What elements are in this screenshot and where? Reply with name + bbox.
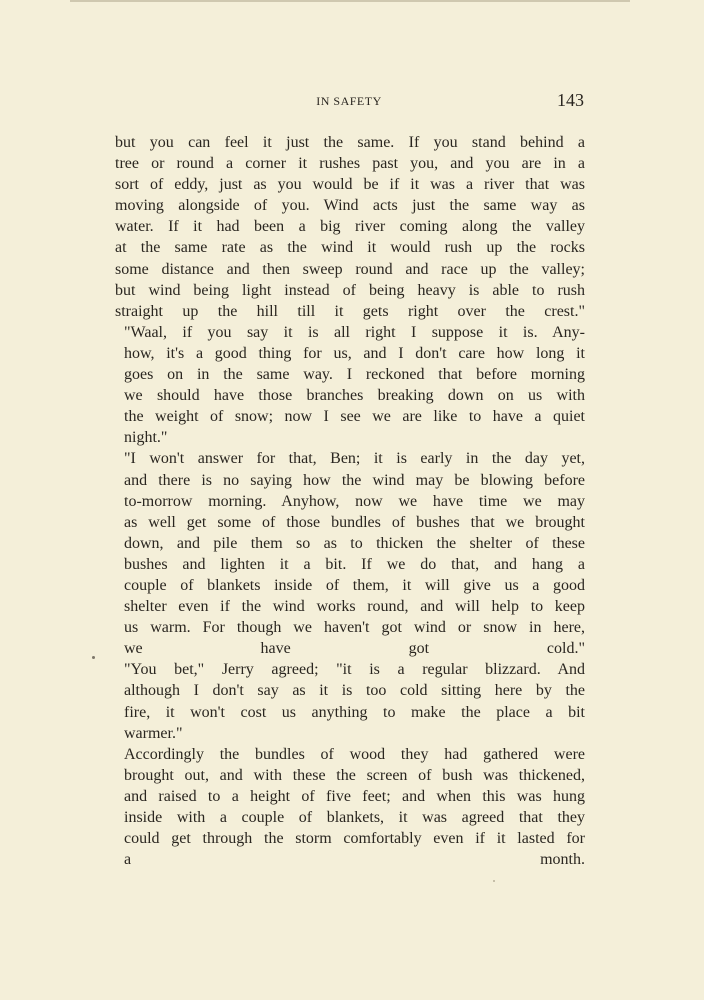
paragraph-2 bbox=[115, 322, 585, 449]
text-line: "Waal, if you say it is all right I suppose it is. Any- bbox=[124, 323, 585, 341]
text-line: some distance and then sweep round and race up the valley; bbox=[115, 260, 585, 278]
text-line: bushes and lighten it a bit. If we do that, and hang a bbox=[124, 555, 585, 573]
paragraph-3 bbox=[115, 448, 585, 659]
text-line: goes on in the same way. I reckoned that before morning bbox=[124, 366, 585, 384]
paragraph-1 bbox=[115, 132, 585, 322]
text-line: at the same rate as the wind it would rush up the rocks bbox=[115, 239, 585, 257]
running-head bbox=[114, 90, 584, 114]
running-title: IN SAFETY bbox=[316, 94, 382, 108]
text-line: but you can feel it just the same. If you stand behind a bbox=[115, 134, 585, 151]
text-line: warmer." bbox=[124, 724, 183, 742]
paragraph-4 bbox=[115, 659, 585, 743]
text-line: how, it's a good thing for us, and I don't care how long it bbox=[124, 344, 585, 362]
text-line: sort of eddy, just as you would be if it was a river that was bbox=[115, 176, 585, 194]
text-line: as well get some of those bundles of bushes that we brought bbox=[124, 513, 585, 531]
print-speck bbox=[493, 880, 495, 882]
text-line: water. If it had been a big river coming along the valley bbox=[115, 218, 585, 236]
print-speck bbox=[92, 656, 95, 659]
text-line: shelter even if the wind works round, and will help to keep bbox=[124, 598, 585, 616]
text-line: tree or round a corner it rushes past you, and you are in a bbox=[115, 155, 585, 173]
text-line: could get through the storm comfortably even if it lasted for bbox=[124, 830, 585, 848]
text-line: to-morrow morning. Anyhow, now we have time we may bbox=[124, 492, 585, 510]
text-line: us warm. For though we haven't got wind or snow in here, bbox=[124, 619, 585, 637]
text-line: "I won't answer for that, Ben; it is early in the day yet, bbox=[124, 450, 585, 468]
text-line: couple of blankets inside of them, it will give us a good bbox=[124, 576, 585, 594]
page-number: 143 bbox=[557, 90, 584, 110]
text-line: we have got cold." bbox=[124, 640, 585, 658]
text-line: but wind being light instead of being heavy is able to rush bbox=[115, 281, 585, 299]
text-line: brought out, and with these the screen of bush was thickened, bbox=[124, 766, 585, 784]
paragraph-5 bbox=[115, 744, 585, 871]
text-line: and there is no saying how the wind may be blowing before bbox=[124, 471, 585, 489]
text-line: and raised to a height of five feet; and when this was hung bbox=[124, 787, 585, 805]
text-line: down, and pile them so as to thicken the shelter of these bbox=[124, 534, 585, 552]
body-text bbox=[115, 132, 585, 870]
text-line: straight up the hill till it gets right over the crest." bbox=[115, 302, 585, 320]
text-line: a month. bbox=[124, 851, 585, 869]
text-line: "You bet," Jerry agreed; "it is a regular blizzard. And bbox=[124, 661, 585, 679]
text-line: fire, it won't cost us anything to make the place a bit bbox=[124, 703, 585, 721]
text-line: night." bbox=[124, 429, 168, 447]
text-line: inside with a couple of blankets, it was agreed that they bbox=[124, 809, 585, 826]
text-line: Accordingly the bundles of wood they had gathered were bbox=[124, 745, 585, 763]
text-line: moving alongside of you. Wind acts just the same way as bbox=[115, 197, 585, 215]
text-line: the weight of snow; now I see we are like to have a quiet bbox=[124, 408, 585, 426]
text-line: although I don't say as it is too cold sitting here by the bbox=[124, 682, 585, 700]
text-line: we should have those branches breaking down on us with bbox=[124, 387, 585, 405]
page-edge bbox=[70, 0, 630, 2]
